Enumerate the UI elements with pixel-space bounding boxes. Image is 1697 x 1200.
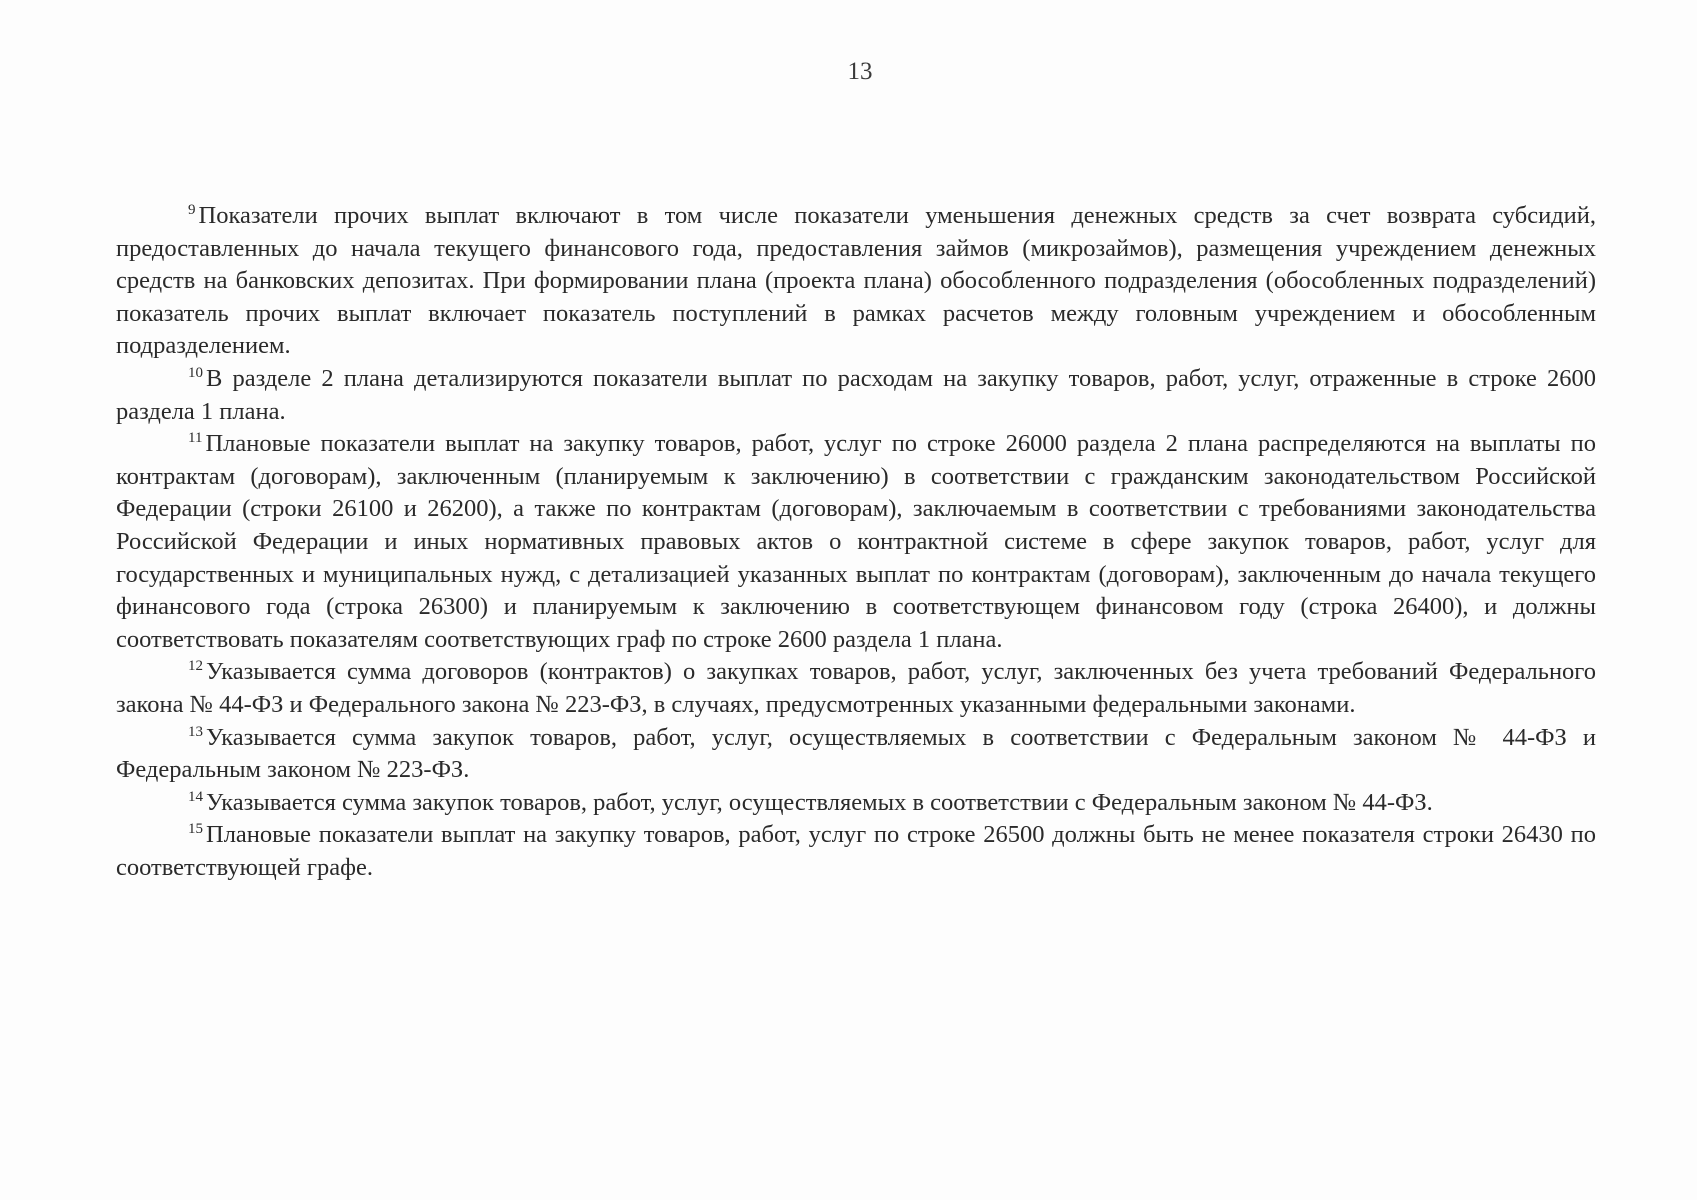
footnote-9	[116, 200, 1596, 363]
footnote-marker: 10	[188, 364, 203, 381]
footnotes-list	[116, 200, 1596, 884]
footnote-text: Указывается сумма закупок товаров, работ, услуг, осуществляемых в соответствии с Федеральным законом № 44-ФЗ.	[206, 788, 1433, 816]
page-number: 13	[847, 58, 873, 85]
footnote-10	[116, 363, 1596, 428]
footnote-11	[116, 428, 1596, 656]
footnote-marker: 12	[188, 658, 203, 675]
footnote-text: В разделе 2 плана детализируются показатели выплат по расходам на закупку товаров, работ, услуг, отраженные в строке 2600 раздела 1 плана.	[116, 364, 1596, 425]
footnote-12	[116, 656, 1596, 721]
footnote-text: Плановые показатели выплат на закупку товаров, работ, услуг по строке 26000 раздела 2 плана распределяются на выплаты по контрактам (договорам), заключенным (планируемым к заключению) в соответствии с гражданским законодательством Российской Федерации (строки 26100 и 26200), а также по контрактам (договорам), заключаемым в соответствии с требованиями законодательства Российской Федерации и иных нормативных правовых актов о контрактной системе в сфере закупок товаров, работ, услуг для государственных и муниципальных нужд, с детализацией указанных выплат по контрактам (договорам), заключенным до начала текущего финансового года (строка 26300) и планируемым к заключению в соответствующем финансовом году (строка 26400), и должны соответствовать показателям соответствующих граф по строке 2600 раздела 1 плана.	[116, 430, 1596, 653]
footnote-marker: 14	[188, 788, 203, 805]
footnote-text: Указывается сумма договоров (контрактов) о закупках товаров, работ, услуг, заключенных без учета требований Федерального закона № 44-ФЗ и Федерального закона № 223-ФЗ, в случаях, предусмотренных указанными федеральными законами.	[116, 658, 1596, 718]
footnote-marker: 9	[188, 202, 196, 218]
footnote-15	[116, 819, 1596, 884]
footnote-14	[116, 787, 1596, 820]
footnote-text: Плановые показатели выплат на закупку товаров, работ, услуг по строке 26500 должны быть не менее показателя строки 26430 по соответствующей графе.	[116, 821, 1596, 881]
footnote-text: Показатели прочих выплат включают в том числе показатели уменьшения денежных средств за счет возврата субсидий, предоставленных до начала текущего финансового года, предоставления займов (микрозаймов), размещения учреждением денежных средств на банковских депозитах. При формировании плана (проекта плана) обособленного подразделения (обособленных подразделений) показатель прочих выплат включает показатель поступлений в рамках расчетов между головным учреждением и обособленным подразделением.	[116, 202, 1596, 360]
footnote-text: Указывается сумма закупок товаров, работ, услуг, осуществляемых в соответствии с Федеральным законом № 44-ФЗ и Федеральным законом № 223-ФЗ.	[116, 723, 1596, 784]
footnote-13	[116, 722, 1596, 787]
footnote-marker: 11	[188, 430, 203, 447]
footnote-marker: 15	[188, 821, 203, 838]
footnote-marker: 13	[188, 723, 203, 740]
